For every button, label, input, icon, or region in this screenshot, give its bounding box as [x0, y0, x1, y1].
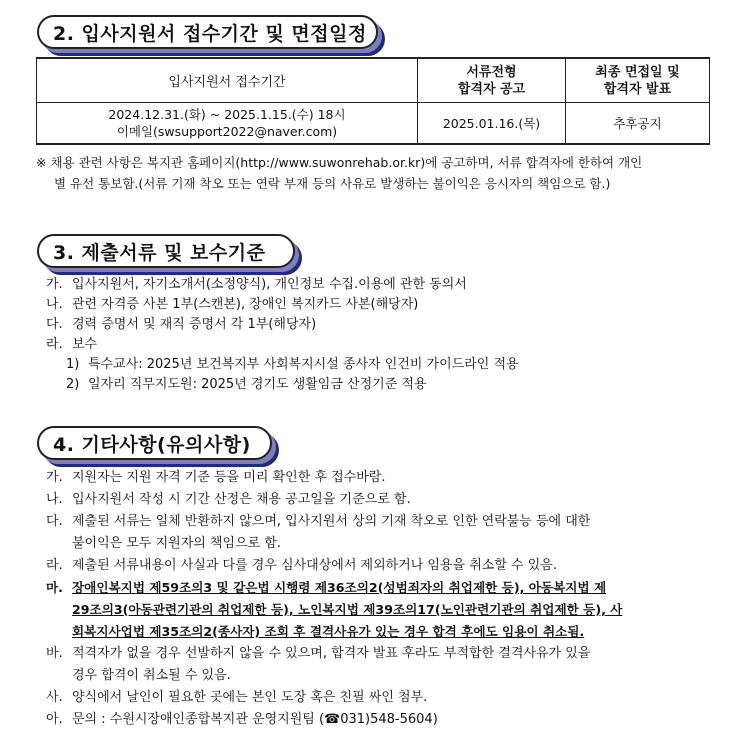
- period-date: 2024.12.31.(화) ~ 2025.1.15.(수) 18시: [108, 107, 346, 122]
- table-header-row: [37, 58, 710, 103]
- list-item: 가. 지원자는 지원 자격 기준 등을 미리 확인한 후 접수바람.: [46, 470, 386, 485]
- header-announce: 서류전형 합격자 공고: [418, 58, 566, 103]
- schedule-table: [36, 57, 710, 145]
- list-item: 다. 경력 증명서 및 재직 증명서 각 1부(해당자): [46, 317, 317, 332]
- sub-list-item: 1) 특수교사: 2025년 보건복지부 사회복지시설 종사자 인건비 가이드라인 적용: [66, 357, 519, 372]
- list-item: 나. 관련 자격증 사본 1부(스캔본), 장애인 복지카드 사본(해당자): [46, 297, 419, 312]
- list-item: 라. 보수: [46, 337, 98, 352]
- notice-line2: 별 유선 통보함.(서류 기재 착오 또는 연락 부재 등의 사유로 발생하는 불이익은 응시자의 책임으로 함.): [54, 176, 611, 191]
- section3-title: 3. 제출서류 및 보수기준: [37, 234, 295, 268]
- table-row: [37, 103, 710, 145]
- period-email: 이메일(swsupport2022@naver.com): [116, 124, 338, 139]
- list-item: 바. 적격자가 없을 경우 선발하지 않을 수 있으며, 합격자 발표 후라도 부적합한 결격사유가 있을 경우 합격이 취소될 수 있음.: [46, 646, 591, 683]
- header-final: 최종 면접일 및 합격자 발표: [566, 58, 710, 103]
- cell-announce: 2025.01.16.(목): [418, 103, 566, 145]
- list-item: 라. 제출된 서류내용이 사실과 다를 경우 심사대상에서 제외하거나 임용을 취소할 수 있음.: [46, 558, 557, 573]
- cell-final: 추후공지: [566, 103, 710, 145]
- list-item: 나. 입사지원서 작성 시 기간 산정은 채용 공고일을 기준으로 함.: [46, 492, 411, 507]
- notice-line1: ※ 채용 관련 사항은 복지관 홈페이지(http://www.suwonrehab.or.kr)에 공고하며, 서류 합격자에 한하여 개인: [36, 155, 643, 170]
- list-item-contact: 아. 문의 : 수원시장애인종합복지관 운영지원팀 (☎031)548-5604): [46, 712, 438, 727]
- section2-title: 2. 입사지원서 접수기간 및 면접일정: [37, 15, 378, 49]
- list-item: 사. 양식에서 날인이 필요한 곳에는 본인 도장 혹은 친필 싸인 첨부.: [46, 690, 428, 705]
- notice-text: [36, 152, 726, 194]
- section4-title: 4. 기타사항(유의사항): [37, 426, 272, 460]
- sub-list-item: 2) 일자리 직무지도원: 2025년 경기도 생활임금 산정기준 적용: [66, 377, 427, 392]
- section3-list: [46, 275, 736, 395]
- cell-period: [37, 103, 418, 145]
- list-item-important: 마. 장애인복지법 제59조의3 및 같은법 시행령 제36조의2(성범죄자의 취업제한 등), 아동복지법 제 29조의3(아동관련기관의 취업제한 등), 노인복지법 제39조의17(노인관련기관의 취업제한 등), 사 회복지사업법 제35조의2(종사자) 조회 후 결격사유가 있는 경우 합격 후에도 임용이 취소됨.: [46, 580, 623, 639]
- section4-list: [46, 467, 736, 731]
- list-item: 다. 제출된 서류는 일체 반환하지 않으며, 입사지원서 상의 기재 착오로 인한 연락불능 등에 대한 불이익은 모두 지원자의 책임으로 함.: [46, 514, 591, 551]
- header-period: 입사지원서 접수기간: [37, 58, 418, 103]
- list-item: 가. 입사지원서, 자기소개서(소정양식), 개인정보 수집.이용에 관한 동의서: [46, 277, 467, 292]
